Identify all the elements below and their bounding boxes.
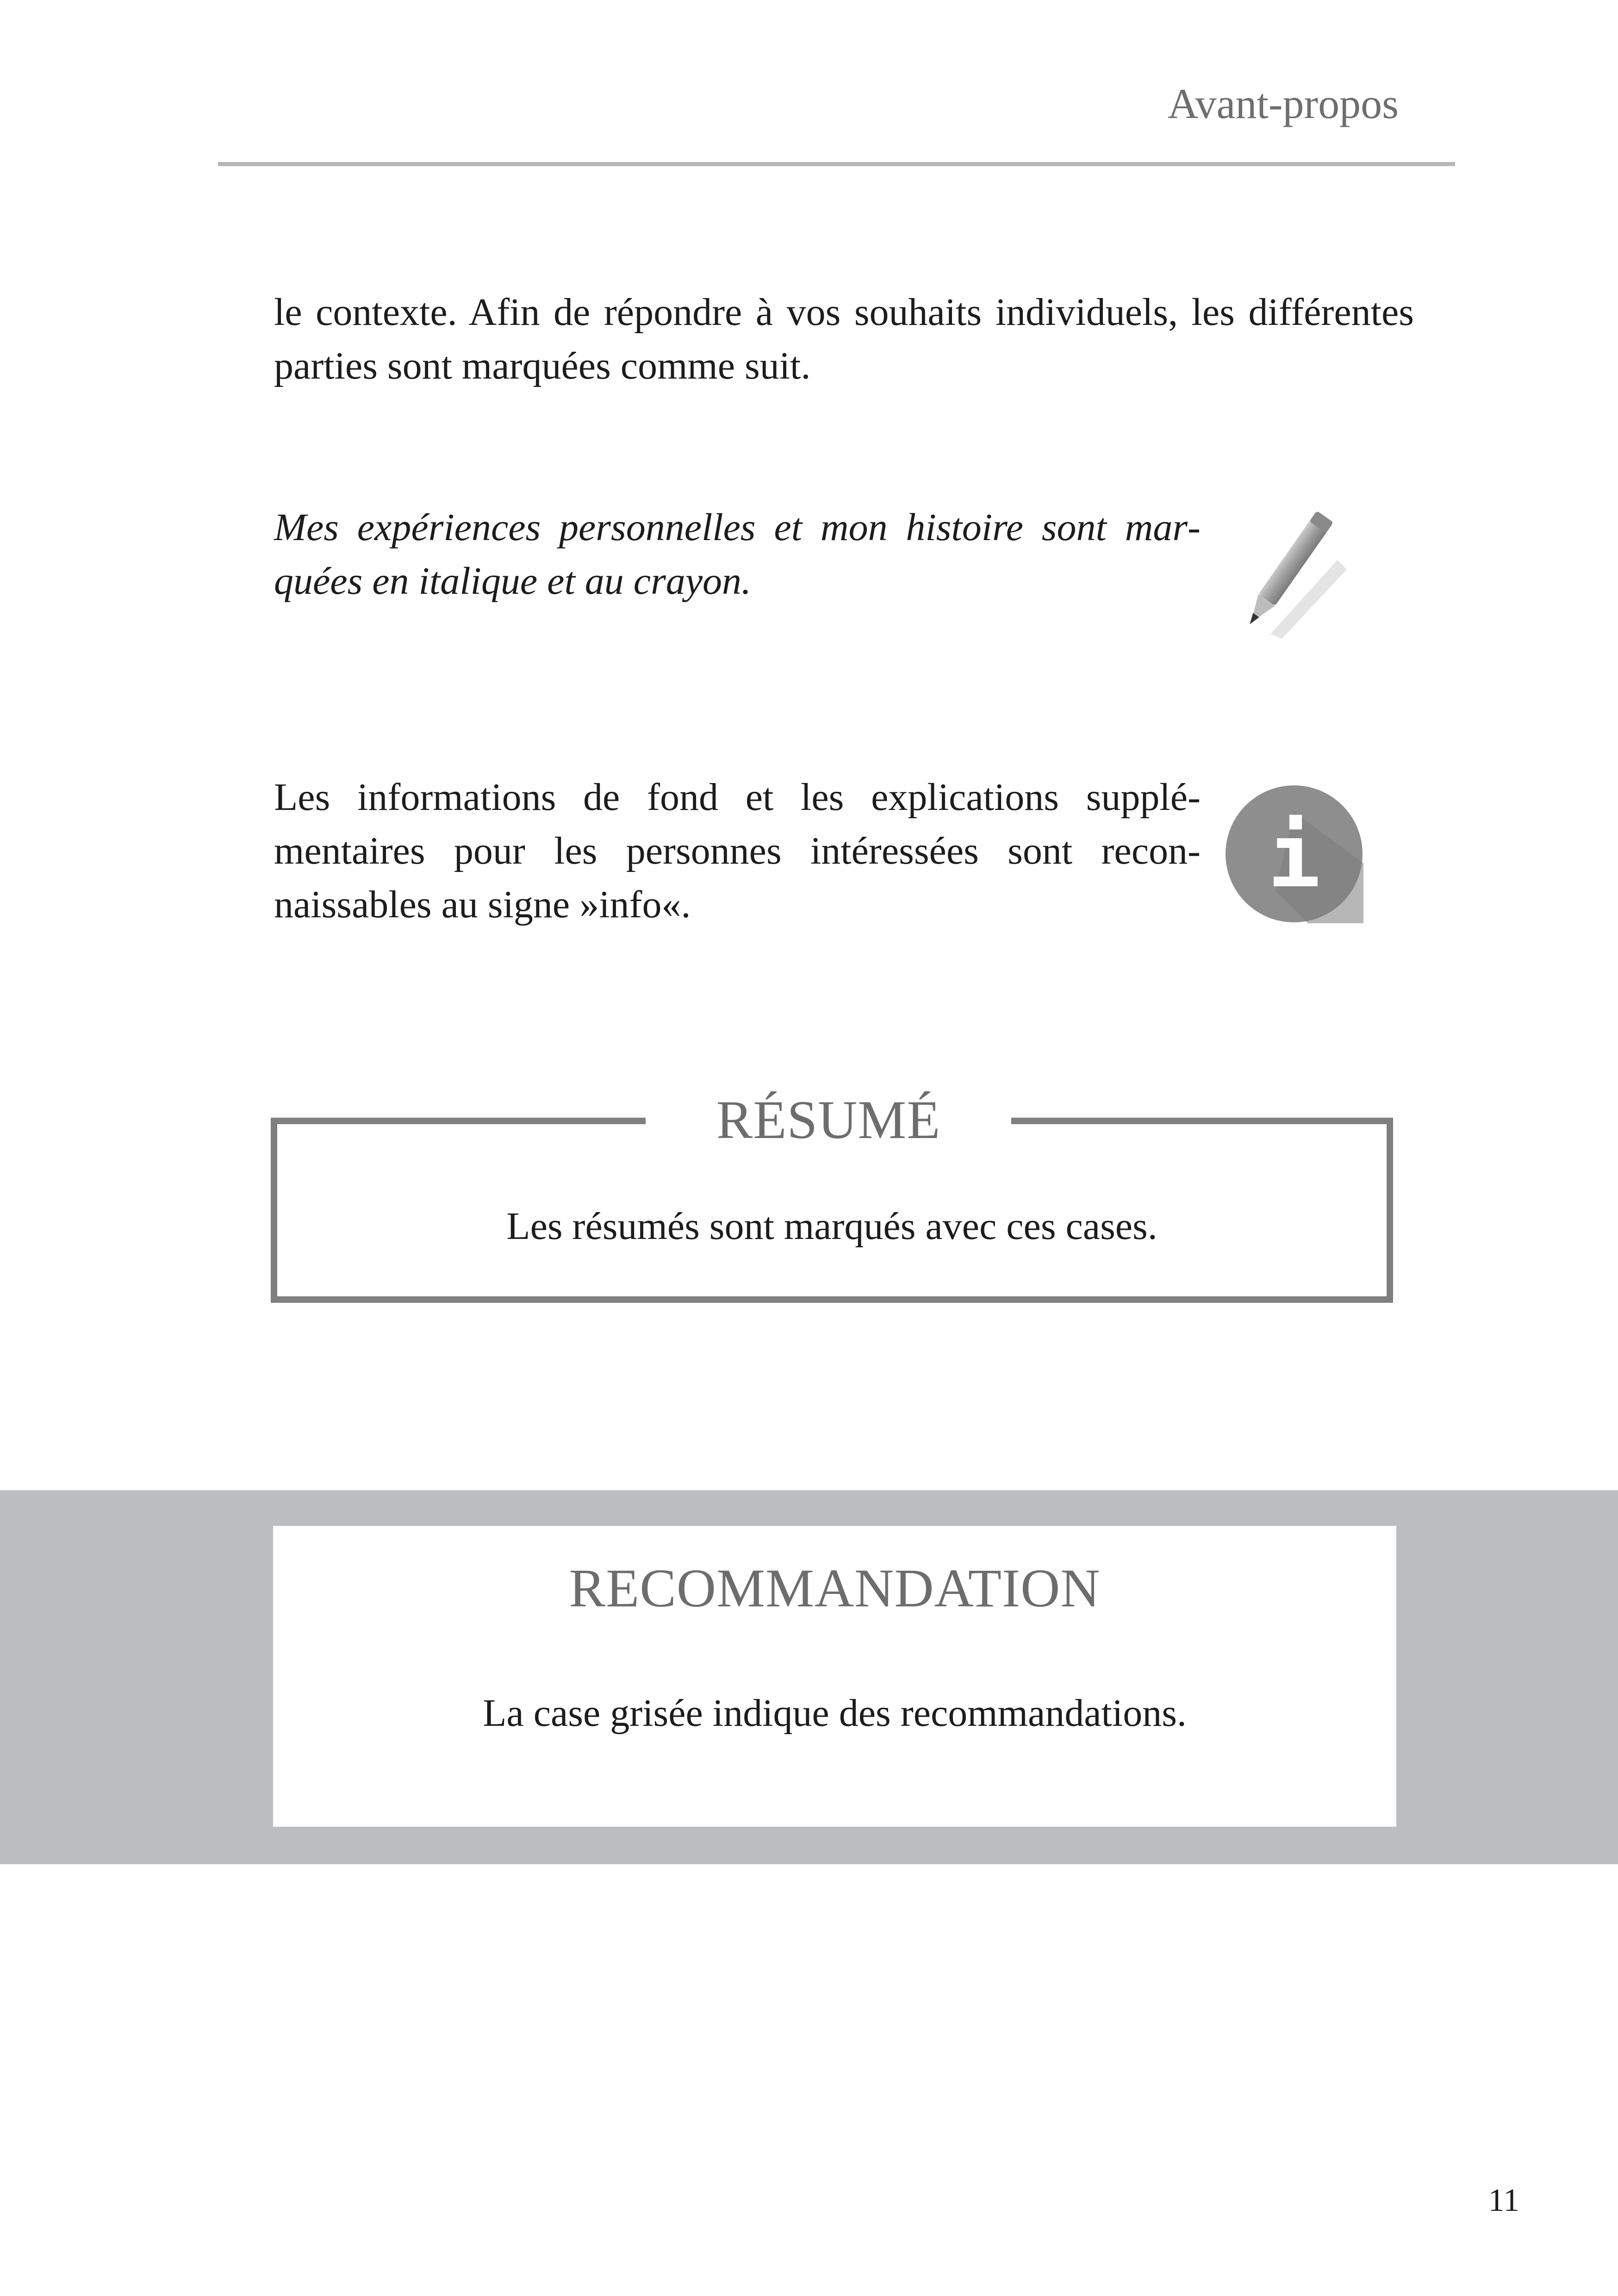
summary-title: RÉSUMÉ xyxy=(646,1085,1011,1155)
anecdote-paragraph: Mes expériences personnelles et mon histoire sont marquées en italique et au crayon. xyxy=(274,506,1201,603)
info-paragraph: Les informations de fond et les explications supplémentaires pour les personnes intéressées sont reconnaissables au signe »info«. xyxy=(274,776,1201,926)
info-icon xyxy=(1225,784,1363,923)
recommendation-text: La case grisée indique des recommandations. xyxy=(483,1692,1187,1735)
info-glyph: i xyxy=(1267,805,1321,907)
recommendation-box xyxy=(273,1526,1396,1827)
pencil-icon xyxy=(1222,495,1351,648)
recommendation-title: RECOMMANDATION xyxy=(569,1558,1101,1618)
header-rule xyxy=(218,162,1455,166)
intro-paragraph: le contexte. Afin de répondre à vos souhaits individuels, les différentes parties sont marquées comme suit. xyxy=(274,291,1414,387)
page-number: 11 xyxy=(1488,2183,1519,2218)
summary-text: Les résumés sont marqués avec ces cases. xyxy=(506,1205,1157,1248)
running-head: Avant-propos xyxy=(1167,80,1399,127)
